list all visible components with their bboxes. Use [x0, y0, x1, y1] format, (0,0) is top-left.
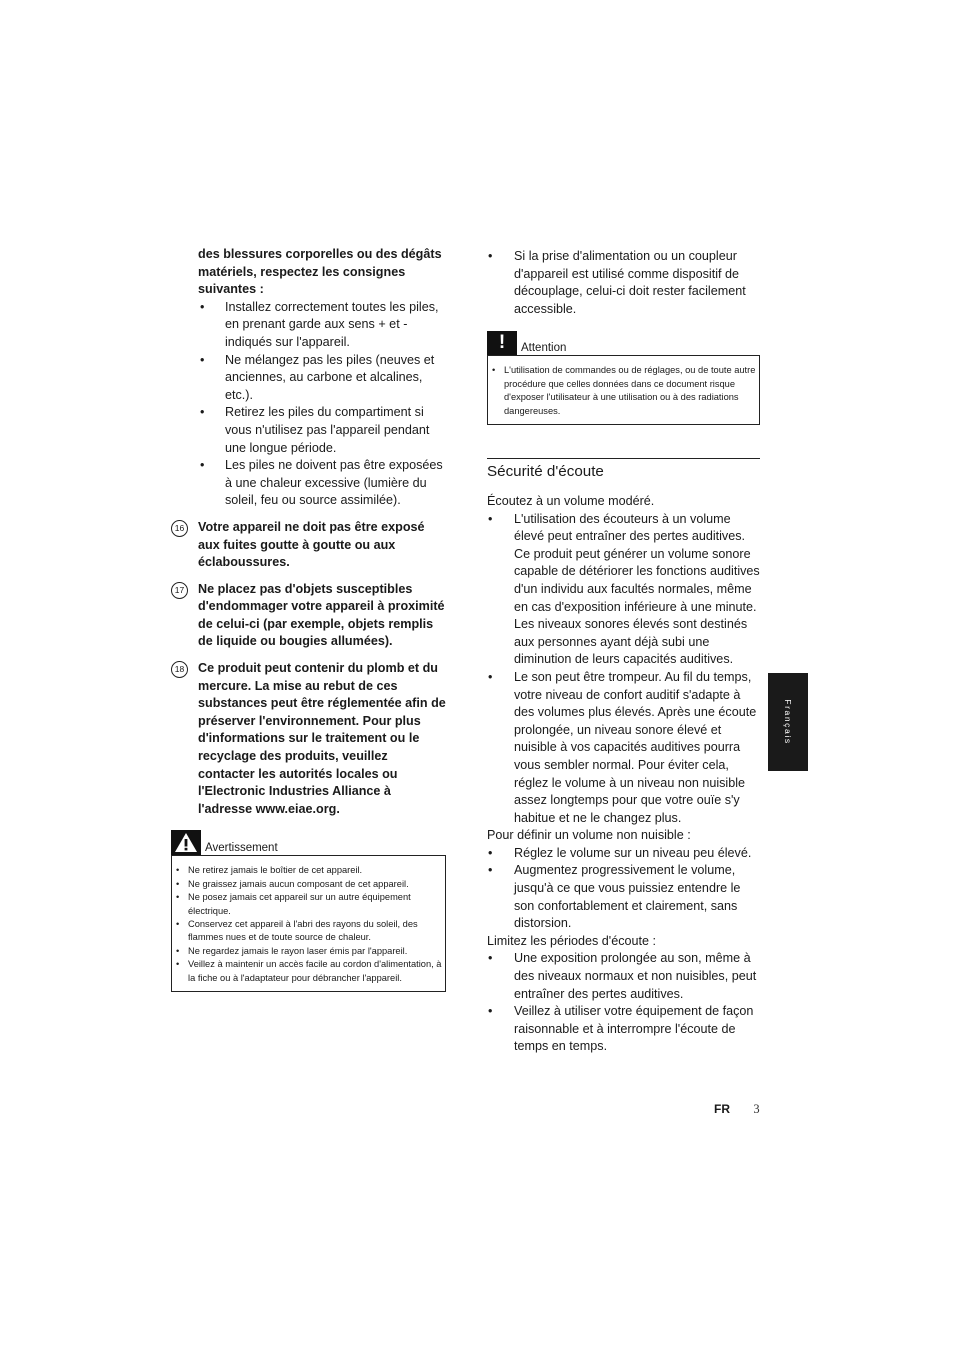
item-text: Ne placez pas d'objets susceptibles d'endommager votre appareil à proximité de celui-ci (par exemple, objets remplis de liquide ou bougies allumées). [198, 581, 445, 649]
battery-list [171, 299, 446, 510]
warning-box [171, 830, 446, 992]
list-item: • Réglez le volume sur un niveau peu élevé. [487, 845, 760, 863]
subheading: Écoutez à un volume modéré. [487, 494, 655, 508]
language-tab [768, 673, 808, 771]
warning-content [171, 855, 446, 992]
list-item: • Augmentez progressivement le volume, jusqu'à ce que vous puissiez entendre le son confortablement et clairement, sans distorsion. [487, 862, 760, 932]
language-tab-label: Français [783, 699, 793, 745]
list-item: • Retirez les piles du compartiment si vous n'utilisez pas l'appareil pendant une longue période. [171, 404, 446, 457]
attention-header [487, 330, 760, 355]
footer-language: FR [714, 1102, 730, 1116]
list-item: • Ne retirez jamais le boîtier de cet appareil. [175, 864, 442, 877]
list-item: • Les piles ne doivent pas être exposées à une chaleur excessive (lumière du soleil, feu ou source assimilée). [171, 457, 446, 510]
list-item: • Ne posez jamais cet appareil sur un autre équipement électrique. [175, 891, 442, 918]
section-divider [487, 458, 760, 459]
attention-content [487, 355, 760, 425]
right-column [487, 248, 760, 1056]
attention-box [487, 330, 760, 425]
list-item: • Le son peut être trompeur. Au fil du temps, votre niveau de confort auditif s'adapte à des volumes plus élevés. Après une écoute prolongée, un niveau sonore élevé et nuisible à vos capacités auditives pourra vous sembler normal. Pour éviter cela, réglez le volume à un niveau non nuisible assez longtemps pour que votre ouïe s'y habitue et ne le changez plus. [487, 669, 760, 827]
list-item: • Une exposition prolongée au son, même à des niveaux normaux et non nuisibles, peut entraîner des pertes auditives. [487, 950, 760, 1003]
safety-item-16 [171, 519, 446, 572]
section-title: Sécurité d'écoute [487, 463, 604, 480]
item-text: Votre appareil ne doit pas être exposé aux fuites goutte à goutte ou aux éclaboussures. [198, 519, 425, 570]
subheading: Limitez les périodes d'écoute : [487, 933, 657, 948]
warning-title: Avertissement [205, 842, 278, 855]
list-item: • Veillez à maintenir un accès facile au cordon d'alimentation, à la fiche ou à l'adaptateur pour débrancher l'appareil. [175, 958, 442, 985]
list-item: • L'utilisation des écouteurs à un volume élevé peut entraîner des pertes auditives. Ce produit peut générer un volume sonore capable de détériorer les fonctions auditives d'un individu aux facultés normales, même en cas d'exposition inférieure à une minute. Les niveaux sonores élevés sont destinés aux personnes ayant déjà subi une diminution de leurs capacités auditives. [487, 511, 760, 669]
page-number: 3 [753, 1102, 760, 1116]
left-column [171, 246, 446, 992]
page-footer [714, 1102, 760, 1117]
list-item: • Ne mélangez pas les piles (neuves et anciennes, au carbone et alcalines, etc.). [171, 352, 446, 405]
item-number: 17 [171, 582, 188, 599]
list-item: • Veillez à utiliser votre équipement de façon raisonnable et à interrompre l'écoute de temps en temps. [487, 1003, 760, 1056]
exclamation-icon: ! [487, 331, 517, 355]
safety-item-17 [171, 581, 446, 651]
list-item: • Installez correctement toutes les piles, en prenant garde aux sens + et - indiqués sur l'appareil. [171, 299, 446, 352]
list-item: • Ne graissez jamais aucun composant de cet appareil. [175, 878, 442, 891]
list-item: • Conservez cet appareil à l'abri des rayons du soleil, des flammes nues et de toute source de chaleur. [175, 918, 442, 945]
list-item: • Si la prise d'alimentation ou un coupleur d'appareil est utilisé comme dispositif de découplage, celui-ci doit rester facilement accessible. [487, 248, 760, 318]
volume-list [487, 511, 760, 828]
list-item: • Ne regardez jamais le rayon laser émis par l'appareil. [175, 945, 442, 958]
safe-volume-list [487, 845, 760, 933]
warning-header [171, 830, 446, 855]
warning-triangle-icon [171, 830, 201, 855]
list-item: • L'utilisation de commandes ou de réglages, ou de toute autre procédure que celles données dans ce document risque d'exposer l'utilisateur à une utilisation ou à des radiations dangereuses. [491, 364, 756, 418]
item-text: Ce produit peut contenir du plomb et du mercure. La mise au rebut de ces substances peut être réglementée afin de préserver l'environnement. Pour plus d'informations sur le traitement ou le recyclage des produits, veuillez contacter les autorités locales ou l'Electronic Industries Alliance à l'adresse www.eiae.org. [198, 661, 446, 816]
item-number: 18 [171, 661, 188, 678]
listening-period-list [487, 950, 760, 1056]
subheading: Pour définir un volume non nuisible : [487, 828, 691, 843]
plug-list [487, 248, 760, 318]
battery-intro: des blessures corporelles ou des dégâts matériels, respectez les consignes suivantes : [198, 247, 442, 297]
item-number: 16 [171, 520, 188, 537]
attention-title: Attention [521, 342, 567, 355]
safety-item-18 [171, 660, 446, 818]
